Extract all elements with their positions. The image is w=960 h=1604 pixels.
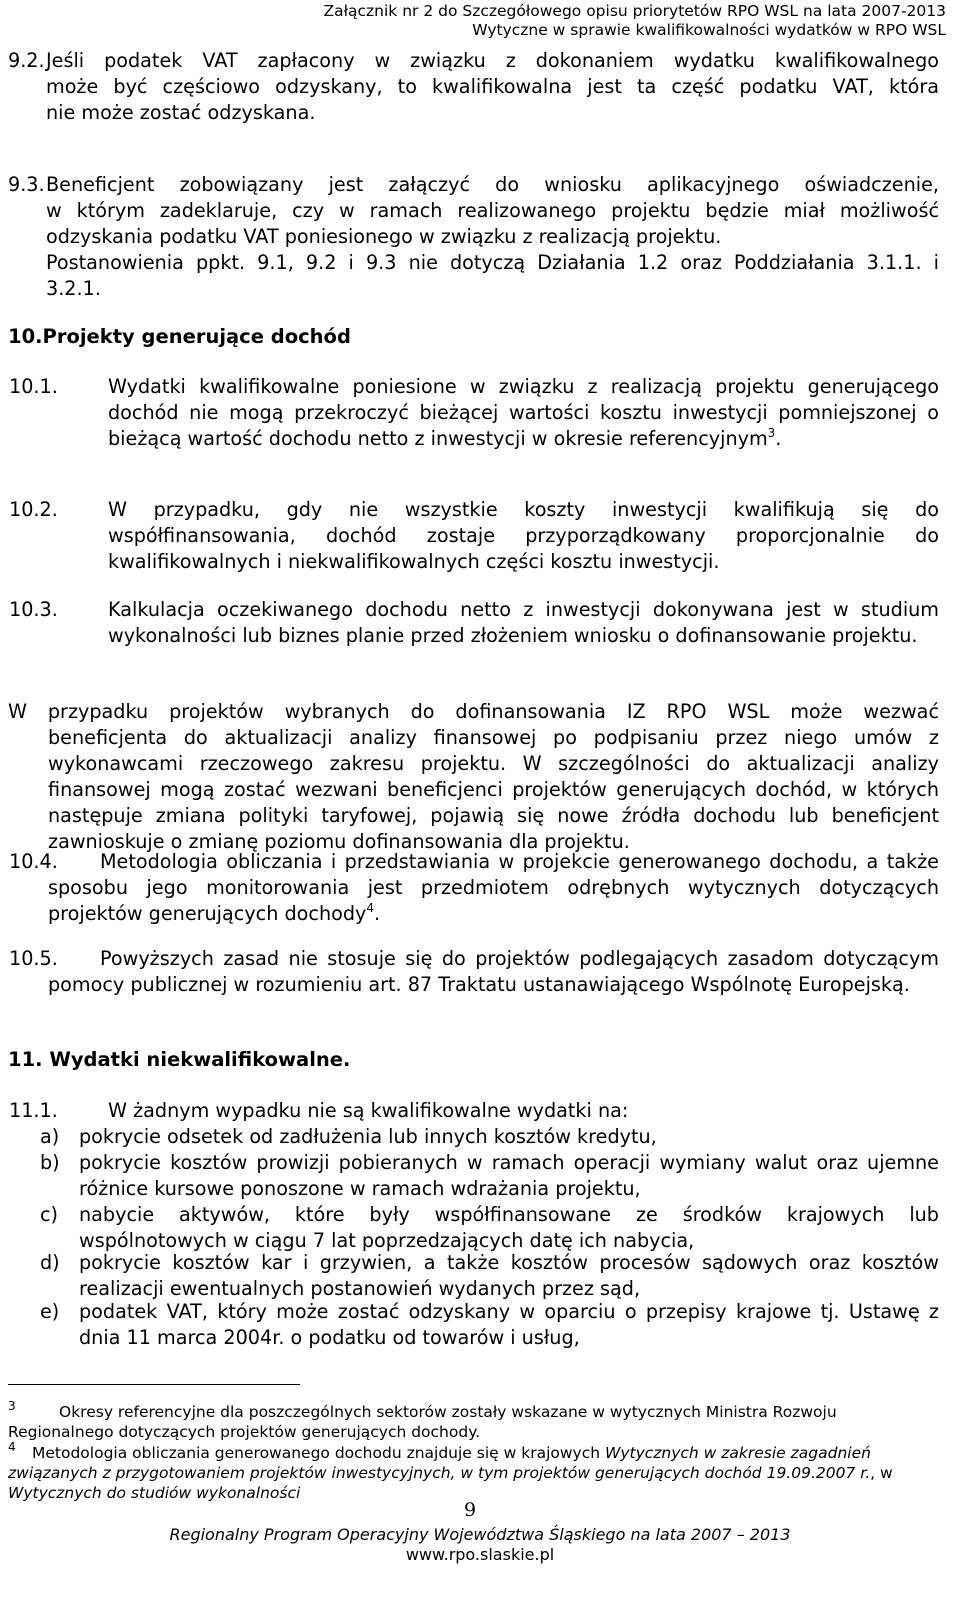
list-item-a (40, 1124, 939, 1150)
page-footer (0, 1525, 960, 1565)
section-10-4-text: Metodologia obliczania i przedstawiania w projekcie generowanego dochodu, a także sposobu jego monitorowania jest przedmiotem odrębnych wytycznych dotyczących projektów generujących dochody (48, 850, 939, 925)
section-10-1-text-wrap (108, 374, 939, 452)
section-10-2 (9, 497, 939, 577)
list-item-a-label: a) (40, 1125, 60, 1148)
list-item-d (40, 1250, 939, 1302)
list-item-e-text: podatek VAT, który może zostać odzyskany w oparciu o przepisy krajowe tj. Ustawę z dnia 11 marca 2004r. o podatku od towarów i usług, (79, 1300, 939, 1349)
section-10-4-number: 10.4. (9, 850, 58, 873)
section-9-3-number: 9.3. (8, 173, 45, 196)
section-10-2-text: W przypadku, gdy nie wszystkie koszty inwestycji kwalifikują się do współfinansowania, dochód zostaje przyporządkowany proporcjonalnie do kwalifikowalnych i niekwalifikowalnych części kosztu inwestycji. (108, 498, 939, 573)
list-item-e-label: e) (40, 1300, 60, 1323)
section-10-3-text: Kalkulacja oczekiwanego dochodu netto z inwestycji dokonywana jest w studium wykonalności lub biznes planie przed złożeniem wniosku o dofinansowanie projektu. (108, 598, 939, 647)
footer-program: Regionalny Program Operacyjny Województwa Śląskiego na lata 2007 – 2013 (169, 1525, 791, 1544)
section-10-2-number: 10.2. (9, 498, 58, 521)
section-11-1 (9, 1098, 939, 1124)
section-10-1-number: 10.1. (9, 375, 58, 398)
footnote-ref-4: 4 (366, 901, 375, 915)
footnote-separator (8, 1384, 300, 1385)
section-9-2-line-2: może być częściowo odzyskany, to kwalifikowalna jest ta część podatku VAT, która (46, 75, 939, 98)
page-number: 9 (463, 1499, 477, 1521)
list-item-a-text: pokrycie odsetek od zadłużenia lub innych kosztów kredytu, (79, 1125, 657, 1148)
paragraph-iz-first-line: W przypadku projektów wybranych do dofinansowania IZ RPO WSL może wezwać (8, 700, 939, 723)
section-10-1-text: Wydatki kwalifikowalne poniesione w związku z realizacją projektu generującego dochód nie mogą przekroczyć bieżącej wartości kosztu inwestycji pomniejszonej o bieżącą wartość dochodu netto z inwestycji w okresie referencyjnym (108, 375, 939, 450)
footnote-4-italic-2: Wytycznych do studiów wykonalności (8, 1484, 301, 1502)
section-9-3-line-3: odzyskania podatku VAT poniesionego w związku z realizacją projektu. (46, 225, 722, 248)
list-item-c-label: c) (40, 1203, 59, 1226)
footnote-4-mid: , w (870, 1464, 893, 1482)
footnote-3-mark: 3 (8, 1399, 16, 1413)
footnote-3-text: Okresy referencyjne dla poszczególnych sektorów zostały wskazane w wytycznych Ministra Rozwoju Regionalnego dotyczących projektów generujących dochody. (8, 1403, 837, 1441)
list-item-b-label: b) (40, 1151, 60, 1174)
heading-section-10: 10.Projekty generujące dochód (8, 325, 351, 348)
section-10-4-text-wrap (48, 849, 939, 927)
list-item-d-label: d) (40, 1251, 60, 1274)
footnote-4-text: Metodologia obliczania generowanego dochodu znajduje się w krajowych (32, 1444, 601, 1462)
section-11-1-number: 11.1. (9, 1099, 58, 1122)
footnote-4-italic: Wytycznych w zakresie zagadnień związanych z przygotowaniem projektów inwestycyjnych, w tym projektów generujących dochód 19.09.2007 r. (8, 1444, 871, 1482)
paragraph-iz-body: beneficjenta do aktualizacji analizy finansowej po podpisaniu przez niego umów z wykonawcami rzeczowego zakresu projektu. W szczególności do aktualizacji analizy finansowej mogą zostać wezwani beneficjenci projektów generujących dochód, w których następuje zmiana polityki taryfowej, pojawią się nowe źródła dochodu lub beneficjent zawnioskuje o zmianę poziomu dofinansowania dla projektu. (48, 726, 939, 853)
section-10-5-number: 10.5. (9, 947, 58, 970)
header-line-1: Załącznik nr 2 do Szczegółowego opisu priorytetów RPO WSL na lata 2007-2013 (323, 2, 946, 20)
section-9-3-line-5: 3.2.1. (46, 277, 101, 300)
header-line-2: Wytyczne w sprawie kwalifikowalności wydatków w RPO WSL (472, 21, 946, 39)
list-item-b (40, 1150, 939, 1202)
footnote-3 (8, 1399, 943, 1442)
section-10-1-tail: . (775, 427, 782, 450)
list-item-c-text: nabycie aktywów, które były współfinansowane ze środków krajowych lub wspólnotowych w ciągu 7 lat poprzedzających datę ich nabycia, (79, 1203, 939, 1252)
footnote-ref-3: 3 (767, 426, 776, 440)
section-10-5-text: Powyższych zasad nie stosuje się do projektów podlegających zasadom dotyczącym pomocy publicznej w rozumieniu art. 87 Traktatu ustanawiającego Wspólnotę Europejską. (48, 947, 939, 996)
section-9-3-line-1: Beneficjent zobowiązany jest załączyć do wniosku aplikacyjnego oświadczenie, (46, 173, 939, 196)
footnote-4-text-wrap (8, 1443, 943, 1503)
section-9-2-line-1: Jeśli podatek VAT zapłacony w związku z dokonaniem wydatku kwalifikowalnego (46, 49, 939, 72)
page-header (323, 2, 946, 40)
section-9-3-line-4: Postanowienia ppkt. 9.1, 9.2 i 9.3 nie dotyczą Działania 1.2 oraz Poddziałania 3.1.1. i (46, 251, 939, 274)
footnote-4 (8, 1440, 943, 1503)
section-10-4-tail: . (374, 902, 381, 925)
list-item-d-text: pokrycie kosztów kar i grzywien, a także kosztów procesów sądowych oraz kosztów realizacji ewentualnych postanowień wydanych przez sąd, (79, 1251, 939, 1300)
section-10-1 (9, 374, 939, 454)
section-9-2-number: 9.2. (8, 49, 45, 72)
section-10-3 (9, 597, 939, 677)
section-9-3-line-2: w którym zadeklaruje, czy w ramach realizowanego projektu będzie miał możliwość (46, 199, 939, 222)
footnote-4-mark: 4 (8, 1440, 16, 1454)
list-item-e (40, 1299, 939, 1351)
list-item-c (40, 1202, 939, 1254)
list-item-b-text: pokrycie kosztów prowizji pobieranych w ramach operacji wymiany walut oraz ujemne różnice kursowe ponoszone w ramach wdrażania projektu, (79, 1151, 939, 1200)
section-9-2-line-3: nie może zostać odzyskana. (46, 101, 316, 124)
section-11-1-intro: W żadnym wypadku nie są kwalifikowalne wydatki na: (108, 1099, 629, 1122)
footer-url: www.rpo.slaskie.pl (405, 1545, 555, 1564)
section-10-3-number: 10.3. (9, 598, 58, 621)
heading-section-11: 11. Wydatki niekwalifikowalne. (8, 1048, 351, 1071)
